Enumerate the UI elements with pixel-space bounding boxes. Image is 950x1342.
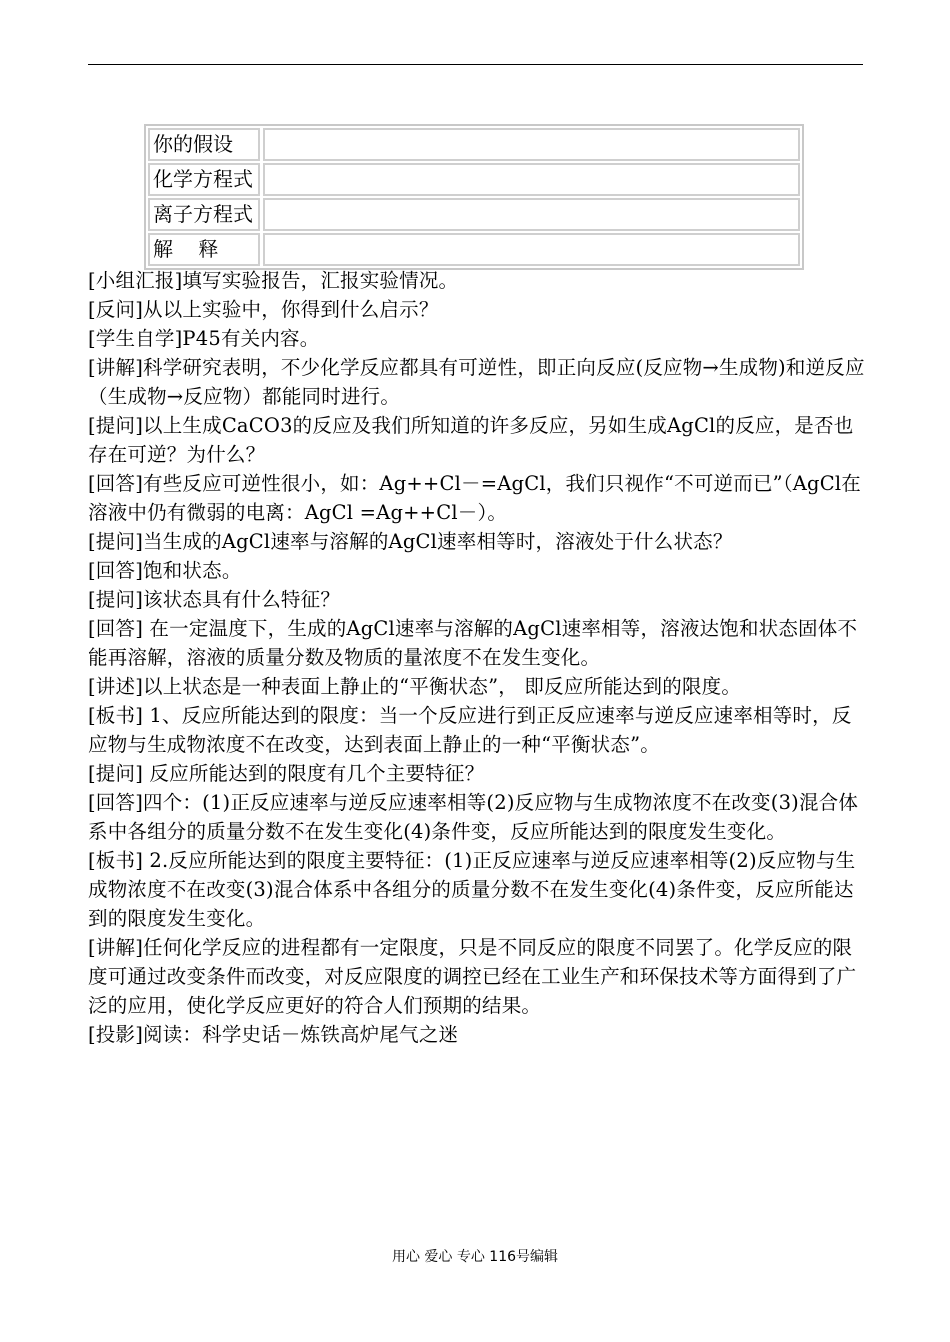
paragraph-group-report: [小组汇报]填写实验报告，汇报实验情况。 — [88, 269, 459, 292]
paragraph-board-note: [板书] 2.反应所能达到的限度主要特征：(1)正反应速率与逆反应速率相等(2)反应物与生成物浓度不在改变(3)混合体系中各组分的质量分数不在发生变化(4)条件变，反应所能达到的限度发生变化。 — [88, 849, 856, 930]
paragraph-answer: [回答]饱和状态。 — [88, 559, 242, 582]
chemical-equation-field[interactable] — [263, 163, 800, 196]
table-row — [148, 198, 800, 231]
table-row-label: 解 释 — [148, 233, 260, 266]
paragraph-answer: [回答] 在一定温度下，生成的AgCl速率与溶解的AgCl速率相等，溶液达饱和状态固体不能再溶解，溶液的质量分数及物质的量浓度不在发生变化。 — [88, 617, 858, 669]
paragraph-explanation: [讲解]任何化学反应的进程都有一定限度，只是不同反应的限度不同罢了。化学反应的限度可通过改变条件而改变，对反应限度的调控已经在工业生产和环保技术等方面得到了广泛的应用，使化学反应更好的符合人们预期的结果。 — [88, 936, 857, 1017]
paragraph-board-note: [板书] 1、反应所能达到的限度：当一个反应进行到正反应速率与逆反应速率相等时，反应物与生成物浓度不在改变，达到表面上静止的一种“平衡状态”。 — [88, 704, 852, 756]
table-row — [148, 233, 800, 266]
table-row — [148, 163, 800, 196]
table-row-label: 你的假设 — [148, 128, 260, 161]
paragraph-question: [提问]以上生成CaCO3的反应及我们所知道的许多反应，另如生成AgCl的反应，是否也存在可逆？为什么？ — [88, 414, 854, 466]
paragraph-question: [提问]该状态具有什么特征？ — [88, 588, 341, 611]
experiment-form-table — [144, 124, 804, 270]
explanation-field[interactable] — [263, 233, 800, 266]
paragraph-question: [提问]当生成的AgCl速率与溶解的AgCl速率相等时，溶液处于什么状态？ — [88, 530, 733, 553]
table-row — [148, 128, 800, 161]
paragraph-explanation: [讲解]科学研究表明，不少化学反应都具有可逆性，即正向反应(反应物→生成物)和逆反应（生成物→反应物）都能同时进行。 — [88, 356, 865, 408]
table-row-label: 离子方程式 — [148, 198, 260, 231]
ionic-equation-field[interactable] — [263, 198, 800, 231]
paragraph-projection: [投影]阅读：科学史话－炼铁高炉尾气之迷 — [88, 1023, 459, 1046]
table-row-label: 化学方程式 — [148, 163, 260, 196]
paragraph-answer: [回答]四个：(1)正反应速率与逆反应速率相等(2)反应物与生成物浓度不在改变(3)混合体系中各组分的质量分数不在发生变化(4)条件变，反应所能达到的限度发生变化。 — [88, 791, 859, 843]
page-footer: 用心 爱心 专心 116号编辑 — [391, 1249, 559, 1265]
paragraph-answer: [回答]有些反应可逆性很小，如：Ag++Cl－=AgCl，我们只视作“不可逆而已”（AgCl在溶液中仍有微弱的电离：AgCl =Ag++Cl－）。 — [88, 472, 861, 524]
paragraph-question: [提问] 反应所能达到的限度有几个主要特征？ — [88, 762, 485, 785]
lesson-content — [88, 266, 868, 1049]
paragraph-self-study: [学生自学]P45有关内容。 — [88, 327, 320, 350]
header-rule — [88, 64, 863, 65]
hypothesis-field[interactable] — [263, 128, 800, 161]
paragraph-narration: [讲述]以上状态是一种表面上静止的“平衡状态”， 即反应所能达到的限度。 — [88, 675, 742, 698]
paragraph-rhetorical-question: [反问]从以上实验中，你得到什么启示？ — [88, 298, 439, 321]
